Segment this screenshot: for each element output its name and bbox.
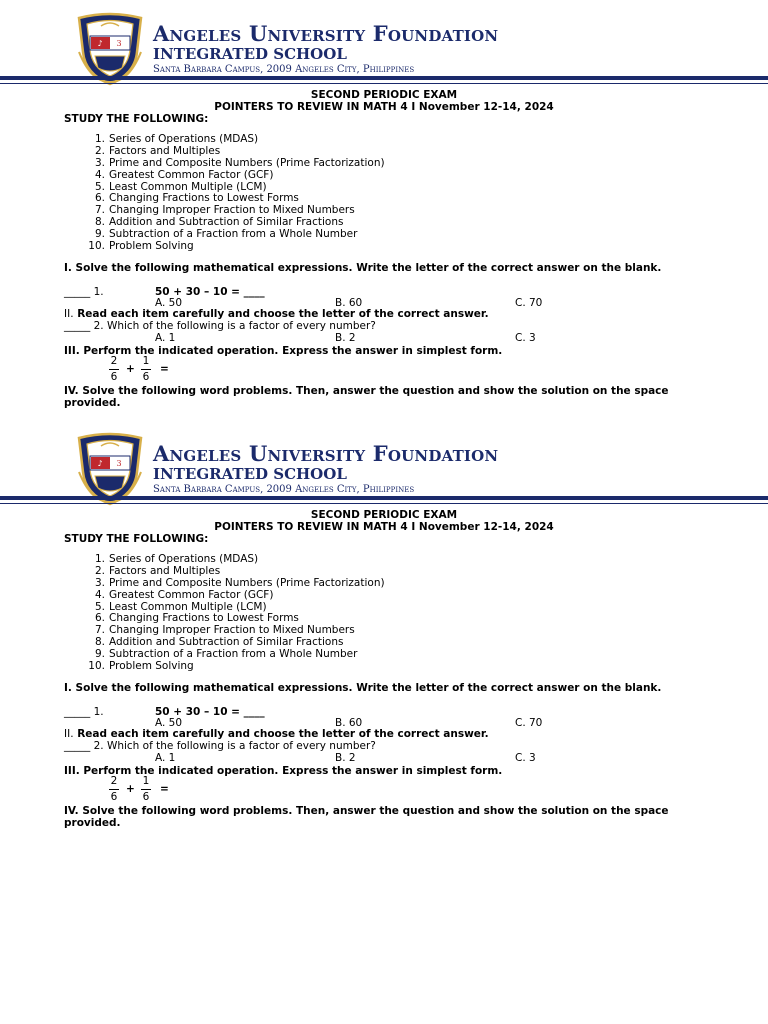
university-crest-icon <box>75 12 145 86</box>
exam-sheet <box>0 0 768 412</box>
list-number: 1. <box>94 553 105 565</box>
numerator: 1 <box>142 775 150 787</box>
header-divider <box>0 76 768 80</box>
choice-c: C. 3 <box>515 332 536 344</box>
denominator: 6 <box>142 371 150 383</box>
section-1-heading: I. Solve the following mathematical expressions. Write the letter of the correct answer on the blank. <box>64 262 662 274</box>
section-2-heading <box>64 728 489 740</box>
svg-text:3: 3 <box>116 39 122 48</box>
answer-blank: _____ 1. <box>64 706 104 718</box>
list-text: Greatest Common Factor (GCF) <box>109 168 274 181</box>
choice-a: A. 1 <box>155 752 176 764</box>
list-text: Series of Operations (MDAS) <box>109 553 259 565</box>
list-number: 10. <box>88 240 105 253</box>
choice-c: C. 70 <box>515 297 543 309</box>
svg-text:♪: ♪ <box>97 459 103 468</box>
list-number: 9. <box>94 228 105 241</box>
list-text: Subtraction of a Fraction from a Whole Number <box>109 228 358 241</box>
study-heading: STUDY THE FOLLOWING: <box>64 113 209 125</box>
answer-blank: _____ 1. <box>64 286 104 298</box>
campus-address: Santa Barbara Campus, 2009 Angeles City, Philippines <box>153 64 415 75</box>
choice-b: B. 2 <box>335 752 356 764</box>
choice-a: A. 50 <box>155 297 183 309</box>
list-number: 2. <box>94 564 105 577</box>
list-text: Problem Solving <box>109 660 194 673</box>
list-text: Prime and Composite Numbers (Prime Factorization) <box>109 576 385 589</box>
fraction-bar <box>109 369 119 370</box>
list-text: Changing Improper Fraction to Mixed Numbers <box>109 624 355 637</box>
list-number: 5. <box>94 600 105 613</box>
exam-sheet <box>0 420 768 832</box>
list-number: 9. <box>94 648 105 661</box>
numerator: 2 <box>110 355 118 367</box>
list-text: Addition and Subtraction of Similar Fractions <box>109 216 344 229</box>
list-text: Changing Fractions to Lowest Forms <box>109 192 299 205</box>
section-2-heading <box>64 308 489 320</box>
list-number: 2. <box>94 144 105 157</box>
list-text: Subtraction of a Fraction from a Whole Number <box>109 648 358 661</box>
choice-c: C. 3 <box>515 752 536 764</box>
question-text: _____ 2. Which of the following is a factor of every number? <box>64 740 376 752</box>
section-3-heading: III. Perform the indicated operation. Express the answer in simplest form. <box>64 345 503 357</box>
list-number: 7. <box>94 624 105 637</box>
exam-title: SECOND PERIODIC EXAM <box>310 509 458 521</box>
section-4-heading: IV. Solve the following word problems. Then, answer the question and show the solution on the space provided. <box>64 385 669 409</box>
list-text: Factors and Multiples <box>109 144 221 157</box>
fraction-bar <box>141 369 151 370</box>
choice-a: A. 50 <box>155 717 183 729</box>
fraction-bar <box>109 789 119 790</box>
plus-sign: + <box>126 783 135 795</box>
list-number: 8. <box>94 216 105 229</box>
section-2-roman: II. <box>64 308 74 320</box>
list-number: 1. <box>94 133 105 145</box>
list-text: Addition and Subtraction of Similar Fractions <box>109 636 344 649</box>
section-2-text: Read each item carefully and choose the letter of the correct answer. <box>77 308 489 320</box>
list-text: Least Common Multiple (LCM) <box>109 180 267 193</box>
list-number: 4. <box>94 588 105 601</box>
letterhead <box>0 420 768 505</box>
list-number: 6. <box>94 192 105 205</box>
list-number: 10. <box>88 660 105 673</box>
section-4-heading: IV. Solve the following word problems. Then, answer the question and show the solution on the space provided. <box>64 805 669 829</box>
list-text: Changing Improper Fraction to Mixed Numbers <box>109 204 355 217</box>
svg-text:♪: ♪ <box>97 39 103 48</box>
choice-b: B. 60 <box>335 297 363 309</box>
equals-sign: = <box>160 783 169 795</box>
exam-subtitle: POINTERS TO REVIEW IN MATH 4 I November 12-14, 2024 <box>214 521 554 533</box>
section-1-heading: I. Solve the following mathematical expressions. Write the letter of the correct answer on the blank. <box>64 682 662 694</box>
list-text: Factors and Multiples <box>109 564 221 577</box>
campus-address: Santa Barbara Campus, 2009 Angeles City, Philippines <box>153 484 415 495</box>
university-crest-icon <box>75 432 145 506</box>
question-text: _____ 2. Which of the following is a factor of every number? <box>64 320 376 332</box>
section-2-roman: II. <box>64 728 74 740</box>
numerator: 2 <box>110 775 118 787</box>
study-heading: STUDY THE FOLLOWING: <box>64 533 209 545</box>
school-name: INTEGRATED SCHOOL <box>153 465 347 483</box>
list-text: Series of Operations (MDAS) <box>109 133 259 145</box>
university-name: Angeles University Foundation <box>153 21 499 46</box>
numerator: 1 <box>142 355 150 367</box>
header-divider <box>0 496 768 500</box>
equals-sign: = <box>160 363 169 375</box>
choice-b: B. 60 <box>335 717 363 729</box>
letterhead <box>0 0 768 85</box>
university-name: Angeles University Foundation <box>153 441 499 466</box>
list-text: Changing Fractions to Lowest Forms <box>109 612 299 625</box>
list-text: Greatest Common Factor (GCF) <box>109 588 274 601</box>
header-divider-thin <box>0 503 768 504</box>
exam-subtitle: POINTERS TO REVIEW IN MATH 4 I November 12-14, 2024 <box>214 101 554 113</box>
list-number: 3. <box>94 576 105 589</box>
list-number: 3. <box>94 156 105 169</box>
section-3-heading: III. Perform the indicated operation. Express the answer in simplest form. <box>64 765 503 777</box>
question-expression: 50 + 30 – 10 = ____ <box>155 286 265 298</box>
choice-a: A. 1 <box>155 332 176 344</box>
choice-b: B. 2 <box>335 332 356 344</box>
question-expression: 50 + 30 – 10 = ____ <box>155 706 265 718</box>
denominator: 6 <box>110 371 118 383</box>
list-text: Problem Solving <box>109 240 194 253</box>
school-name: INTEGRATED SCHOOL <box>153 45 347 63</box>
fraction-bar <box>141 789 151 790</box>
list-number: 6. <box>94 612 105 625</box>
denominator: 6 <box>142 791 150 803</box>
denominator: 6 <box>110 791 118 803</box>
list-number: 5. <box>94 180 105 193</box>
plus-sign: + <box>126 363 135 375</box>
section-2-text: Read each item carefully and choose the letter of the correct answer. <box>77 728 489 740</box>
exam-title: SECOND PERIODIC EXAM <box>310 89 458 101</box>
list-number: 7. <box>94 204 105 217</box>
svg-text:3: 3 <box>116 459 122 468</box>
list-number: 8. <box>94 636 105 649</box>
list-text: Least Common Multiple (LCM) <box>109 600 267 613</box>
list-number: 4. <box>94 168 105 181</box>
list-text: Prime and Composite Numbers (Prime Factorization) <box>109 156 385 169</box>
choice-c: C. 70 <box>515 717 543 729</box>
header-divider-thin <box>0 83 768 84</box>
